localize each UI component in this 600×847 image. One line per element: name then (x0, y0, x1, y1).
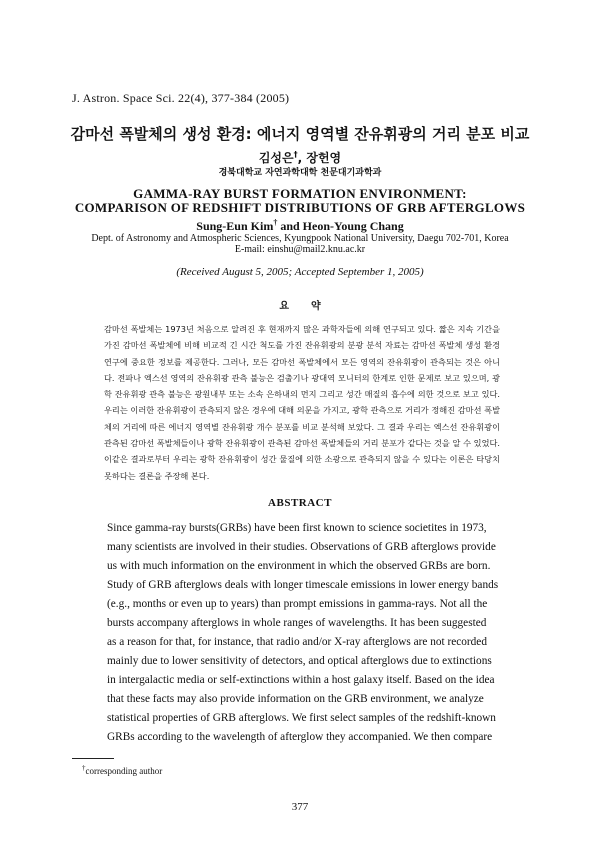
abstract-line: us with much information on the environment in which the observed GRBs are born. (107, 560, 491, 572)
corresponding-mark-en: † (273, 218, 278, 227)
abstract-line: statistical properties of GRB afterglows. We first select samples of the redshift-known (107, 712, 496, 724)
korean-author-1: 김성은 (258, 151, 294, 165)
english-author-1: Sung-Eun Kim (196, 219, 274, 233)
abstract-line: mainly due to lower sensitivity of detectors, and optical afterglows due to extinctions (107, 655, 492, 667)
footnote-text: corresponding author (85, 766, 163, 776)
corresponding-mark: † (293, 150, 298, 159)
abstract-line: bursts accompany afterglows in whole ranges of wavelengths. It has been suggested (107, 617, 487, 629)
footnote-mark: † (82, 764, 86, 772)
abstract-line: many scientists are involved in their studies. Observations of GRB afterglows provide (107, 541, 496, 553)
english-title (0, 187, 600, 214)
page-number: 377 (291, 801, 309, 813)
abstract-heading: ABSTRACT (268, 497, 332, 509)
abstract-line: Study of GRB afterglows deals with longer timescale emissions in lower energy bands (107, 579, 499, 591)
affiliation-line: Dept. of Astronomy and Atmospheric Sciences, Kyungpook National University, Daegu 702-701, Korea (91, 233, 509, 244)
korean-title: 감마선 폭발체의 생성 환경: 에너지 영역별 잔유휘광의 거리 분포 비교 (70, 125, 530, 143)
english-title-line-1: GAMMA-RAY BURST FORMATION ENVIRONMENT: (133, 186, 467, 201)
footnote-divider (72, 758, 114, 759)
english-title-line-2: COMPARISON OF REDSHIFT DISTRIBUTIONS OF GRB AFTERGLOWS (74, 199, 526, 215)
korean-affiliation: 경북대학교 자연과학대학 천문대기과학과 (218, 168, 382, 178)
abstract-line: in intergalactic media or self-extinctions within a host galaxy itself. Based on the idea (107, 674, 495, 686)
abstract-line: Since gamma-ray bursts(GRBs) have been first known to science societites in 1973, (107, 522, 487, 534)
korean-author-2: , 장헌영 (297, 151, 342, 165)
received-dates: (Received August 5, 2005; Accepted September 1, 2005) (176, 266, 424, 278)
abstract-line: (e.g., months or even up to years) than prompt emissions in gamma-rays. Not all the (107, 598, 488, 610)
email-line: E-mail: einshu@mail2.knu.ac.kr (234, 244, 366, 255)
footnote (82, 764, 162, 776)
korean-authors (0, 149, 600, 166)
abstract-line: as a reason for that, for instance, that radio and/or X-ray afterglows are not recorded (107, 636, 487, 648)
abstract-line: that these facts may also provide information on the GRB environment, we analyze (107, 693, 484, 705)
korean-abstract-heading: 요약 (279, 301, 343, 312)
english-authors (0, 218, 600, 234)
english-affiliation (0, 233, 600, 255)
english-author-2: and Heon-Young Chang (277, 219, 404, 233)
abstract-line: GRBs according to the wavelength of afterglow they accompanied. We then compare (107, 731, 493, 743)
korean-abstract-body: 감마선 폭발체는 1973년 처음으로 알려진 후 현재까지 많은 과학자들에 의해 연구되고 있다. 짧은 지속 기간을 가진 감마선 폭발체에 비해 비교적 긴 시간 척도를 가진 잔유휘광의 분광 분석 자료는 감마선 폭발체 생성 환경 연구에 중요한 정보를 제공한다. 그러나, 모든 감마선 폭발체에서 모든 영역의 잔유휘광이 관측되는 것은 아니다. 전파나 엑스선 영역의 잔유휘광 관측 불능은 검출기나 광대역 모니터의 한계로 인한 문제로 보고 있으며, 광학 잔유휘광 관측 불능은 광원내부 또는 소속 은하내의 먼지 그리고 성간 매질의 흡수에 의한 것으로 보고 있다. 우리는 이러한 잔유휘광이 관측되지 않은 경우에 대해 의문을 가지고, 광학 관측으로 거리가 정해진 감마선 폭발체의 거리에 따른 에너지 영역별 잔유휘광 개수 분포를 비교 분석해 보았다. 그 결과 우리는 엑스선 잔유휘광이 관측된 감마선 폭발체들이나 광학 잔유휘광이 관측된 감마선 폭발체들의 거리 분포가 같다는 것을 알 수 있었다. 이같은 결과로부터 우리는 광학 잔유휘광이 성간 물질에 의한 소광으로 관측되지 않을 수 있다는 이론은 타당치 못하다는 결론을 주장해 본다. (104, 324, 500, 481)
journal-citation: J. Astron. Space Sci. 22(4), 377-384 (2005) (72, 91, 290, 105)
